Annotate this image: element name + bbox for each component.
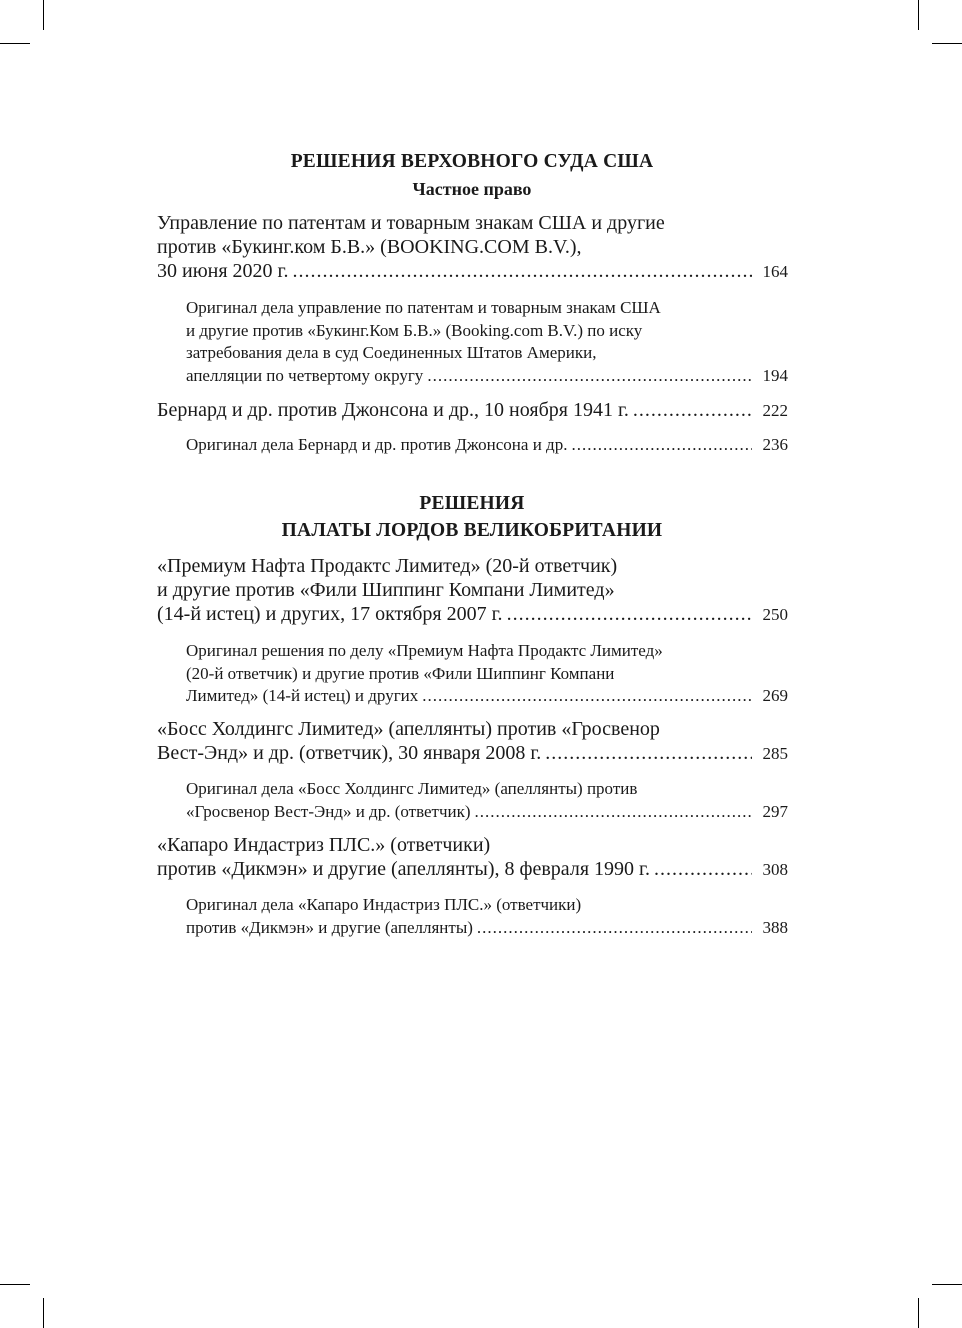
entry-line: против «Букинг.ком Б.В.» (BOOKING.COM B.V.), (157, 236, 582, 258)
crop-mark (0, 1284, 30, 1285)
entry-line: (14-й истец) и других, 17 октября 2007 г. (157, 603, 503, 625)
entry-line: и другие против «Букинг.Ком Б.В.» (Booking.com B.V.) по иску (186, 320, 643, 340)
entry-line: Бернард и др. против Джонсона и др., 10 ноября 1941 г. (157, 399, 629, 421)
crop-mark (0, 43, 30, 44)
dot-leader (545, 741, 752, 765)
entry-line: апелляции по четвертому округу (186, 365, 424, 385)
dot-leader (293, 259, 753, 283)
entry-line: «Гросвенор Вест-Энд» и др. (ответчик) (186, 801, 471, 821)
section-title-us-supreme-court: РЕШЕНИЯ ВЕРХОВНОГО СУДА США (290, 151, 654, 172)
page-number: 236 (762, 435, 788, 454)
entry-line: Управление по патентам и товарным знакам США и другие (157, 212, 665, 234)
toc-entry[interactable] (186, 778, 788, 823)
section-subtitle-private-law: Частное право (412, 179, 532, 199)
dot-leader (422, 685, 752, 708)
entry-line: против «Дикмэн» и другие (апеллянты) (186, 917, 473, 937)
dot-leader (427, 365, 752, 388)
crop-mark (918, 0, 919, 30)
page-number: 250 (762, 605, 788, 624)
entry-line: Оригинал дела управление по патентам и товарным знакам США (186, 298, 661, 317)
crop-mark (43, 0, 44, 30)
entry-line: затребования дела в суд Соединенных Штатов Америки, (186, 343, 597, 362)
crop-mark (932, 1284, 962, 1285)
entry-line: Оригинал дела «Капаро Индастриз ПЛС.» (ответчики) (186, 895, 582, 914)
entry-line: «Премиум Нафта Продактс Лимитед» (20-й ответчик) (157, 555, 618, 577)
section-title-line1: РЕШЕНИЯ (419, 493, 525, 514)
crop-mark (918, 1298, 919, 1328)
entry-line: Вест-Энд» и др. (ответчик), 30 января 2008 г. (157, 742, 542, 764)
entry-line: и другие против «Фили Шиппинг Компани Лимитед» (157, 579, 615, 601)
toc-entry[interactable] (157, 833, 788, 882)
toc-entry[interactable] (157, 211, 788, 284)
section-title-house-of-lords: ПАЛАТЫ ЛОРДОВ ВЕЛИКОБРИТАНИИ (281, 520, 663, 541)
entry-line: «Босс Холдингс Лимитед» (апеллянты) против «Гросвенор (157, 718, 660, 740)
dot-leader (477, 917, 752, 940)
entry-line: Лимитед» (14-й истец) и других (186, 686, 419, 705)
page-number: 388 (762, 917, 788, 937)
entry-line: Оригинал дела «Босс Холдингс Лимитед» (апеллянты) против (186, 779, 638, 798)
dot-leader (475, 801, 752, 824)
page-number: 194 (762, 365, 788, 385)
toc-entry[interactable] (157, 717, 788, 766)
crop-mark (43, 1298, 44, 1328)
entry-line: «Капаро Индастриз ПЛС.» (ответчики) (157, 834, 491, 856)
entry-line: Оригинал дела Бернард и др. против Джонсона и др. (186, 435, 568, 454)
page-number: 222 (762, 401, 788, 420)
toc-entry[interactable] (157, 398, 788, 423)
entry-line: против «Дикмэн» и другие (апеллянты), 8 февраля 1990 г. (157, 858, 650, 880)
toc-entry[interactable] (186, 640, 788, 708)
toc-entry[interactable] (186, 894, 788, 939)
crop-mark (932, 43, 962, 44)
toc-entry[interactable] (157, 554, 788, 627)
toc-entry[interactable] (186, 297, 788, 387)
entry-line: (20-й ответчик) и другие против «Фили Шиппинг Компани (186, 663, 615, 683)
dot-leader (507, 602, 752, 626)
dot-leader (654, 857, 752, 881)
entry-line: 30 июня 2020 г. (157, 260, 289, 282)
dot-leader (571, 434, 752, 457)
page-number: 308 (762, 860, 788, 879)
page-number: 269 (762, 686, 788, 705)
page-number: 285 (762, 744, 788, 763)
toc-entry[interactable] (186, 434, 788, 457)
page-number: 297 (762, 801, 788, 821)
page-number: 164 (762, 262, 788, 281)
dot-leader (633, 398, 752, 422)
entry-line: Оригинал решения по делу «Премиум Нафта Продактс Лимитед» (186, 641, 663, 660)
